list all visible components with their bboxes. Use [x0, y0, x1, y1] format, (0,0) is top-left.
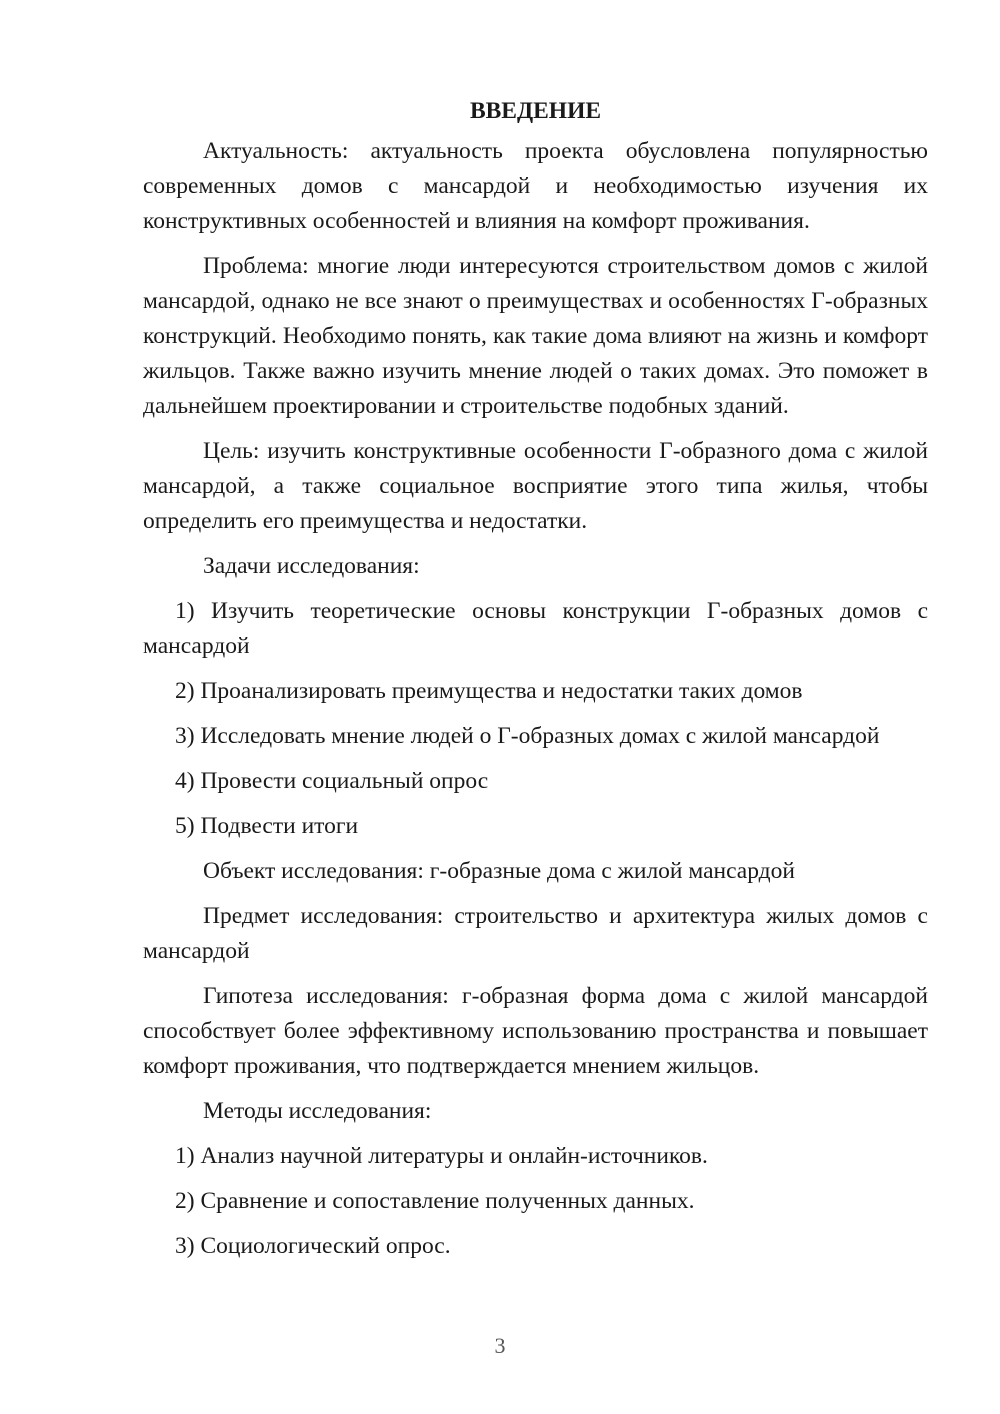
method-item: 1) Анализ научной литературы и онлайн-источников. — [175, 1143, 708, 1169]
task-item: 3) Исследовать мнение людей о Г-образных домах с жилой мансардой — [175, 723, 880, 749]
page-title: ВВЕДЕНИЕ — [469, 98, 602, 124]
task-item: 5) Подвести итоги — [175, 813, 359, 839]
task-item: 1) Изучить теоретические основы конструкции Г-образных домов с мансардой — [143, 598, 928, 659]
hypothesis-paragraph: Гипотеза исследования: г-образная форма дома с жилой мансардой способствует более эффективному использованию пространства и повышает комфорт проживания, что подтверждается мнением жильцов. — [143, 983, 928, 1079]
method-item: 3) Социологический опрос. — [175, 1233, 451, 1259]
method-item: 2) Сравнение и сопоставление полученных данных. — [175, 1188, 695, 1214]
task-item: 2) Проанализировать преимущества и недостатки таких домов — [175, 678, 803, 704]
methods-heading: Методы исследования: — [203, 1098, 432, 1124]
task-item: 4) Провести социальный опрос — [175, 768, 489, 794]
problem-paragraph: Проблема: многие люди интересуются строительством домов с жилой мансардой, однако не все знают о преимуществах и особенностях Г-образных конструкций. Необходимо понять, как такие дома влияют на жизнь и комфорт жильцов. Также важно изучить мнение людей о таких домах. Это поможет в дальнейшем проектировании и строительстве подобных зданий. — [143, 253, 928, 419]
document-page — [143, 96, 928, 1274]
object-paragraph: Объект исследования: г-образные дома с жилой мансардой — [203, 858, 795, 884]
tasks-heading: Задачи исследования: — [203, 553, 420, 579]
goal-paragraph: Цель: изучить конструктивные особенности Г-образного дома с жилой мансардой, а также социальное восприятие этого типа жилья, чтобы определить его преимущества и недостатки. — [143, 438, 928, 534]
subject-paragraph: Предмет исследования: строительство и архитектура жилых домов с мансардой — [143, 903, 928, 964]
page-number: 3 — [494, 1333, 506, 1358]
relevance-paragraph: Актуальность: актуальность проекта обусловлена популярностью современных домов с мансардой и необходимостью изучения их конструктивных особенностей и влияния на комфорт проживания. — [143, 138, 928, 234]
